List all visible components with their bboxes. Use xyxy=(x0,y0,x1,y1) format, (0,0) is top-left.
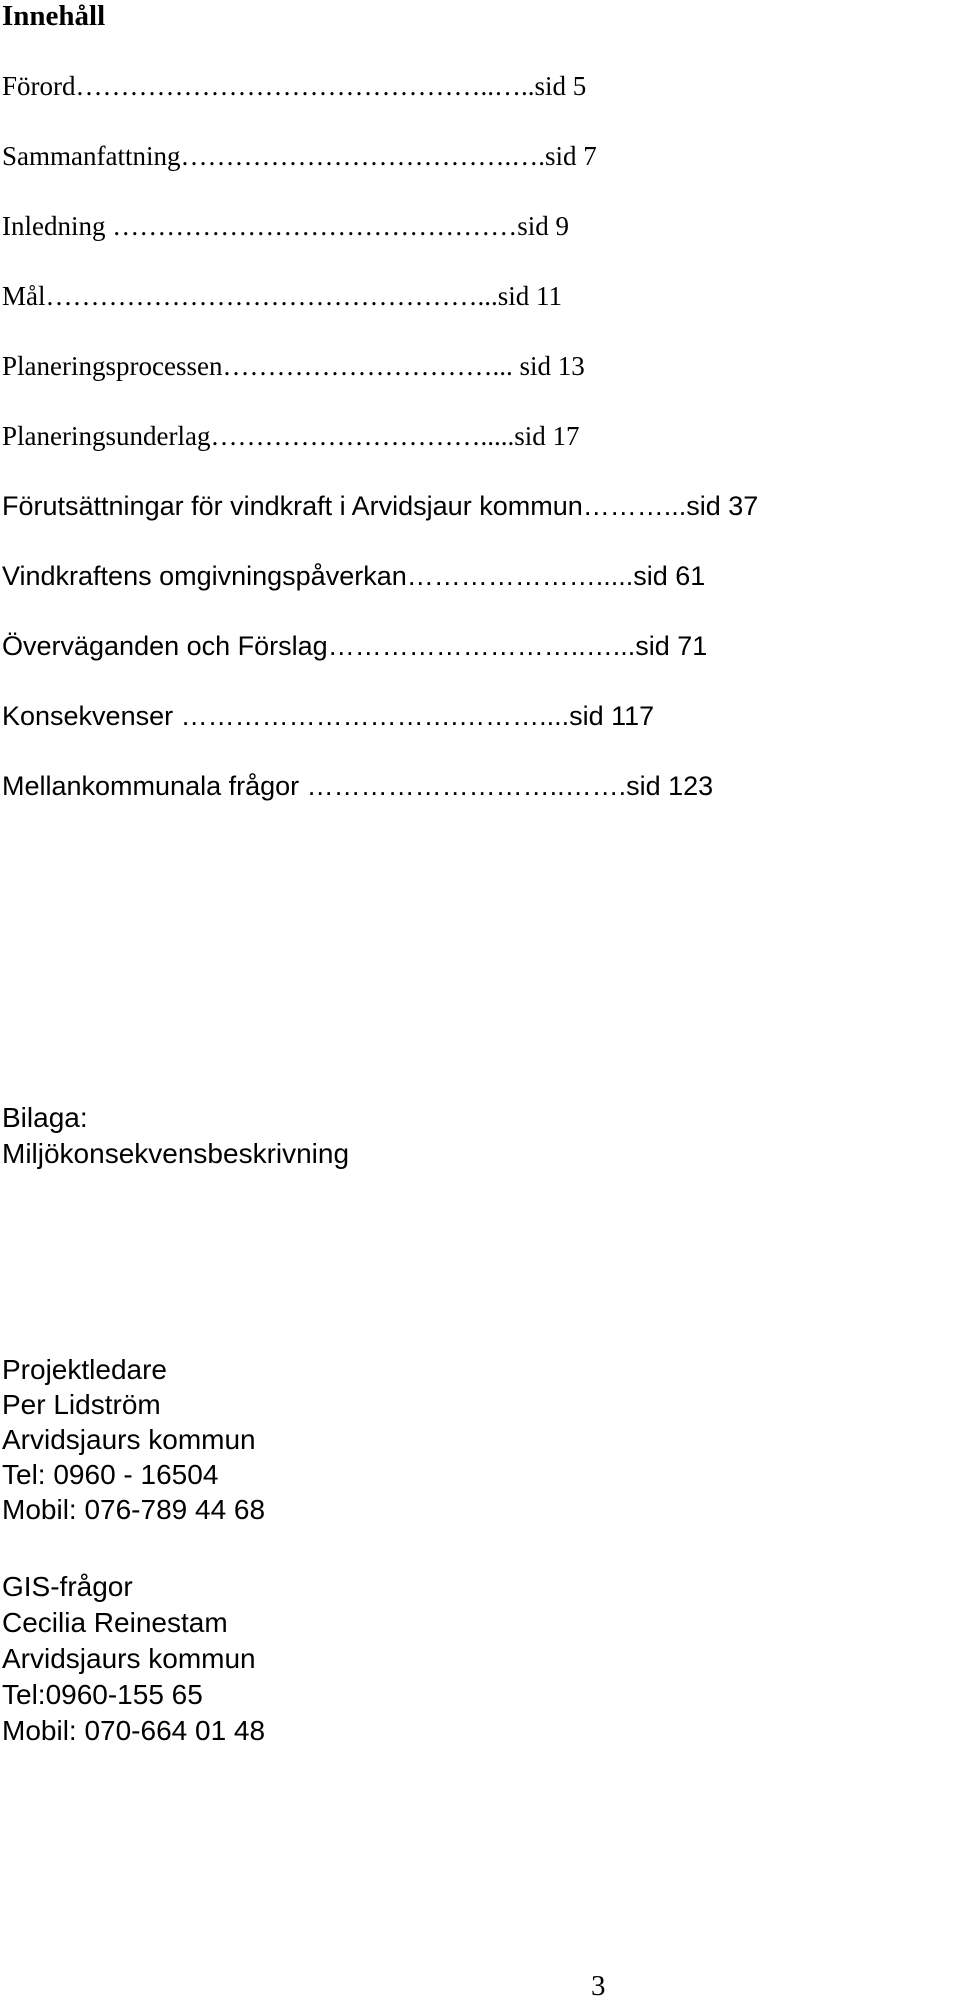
toc-entry-omgivningspaverkan: Vindkraftens omgivningspåverkan………………….....sid 61 xyxy=(2,561,706,591)
toc-heading: Innehåll xyxy=(2,0,106,32)
toc-entry-overvaganden: Överväganden och Förslag………………………..…...sid 71 xyxy=(2,631,708,661)
toc-entry-planeringsprocessen: Planeringsprocessen…………………………... sid 13 xyxy=(2,351,585,381)
contact-project-lead xyxy=(2,1352,265,1527)
appendix-title: Miljökonsekvensbeskrivning xyxy=(2,1138,350,1169)
contact-name: Cecilia Reinestam xyxy=(2,1607,228,1638)
contact-mobile: Mobil: 070-664 01 48 xyxy=(2,1715,266,1746)
contact-phone: Tel: 0960 - 16504 xyxy=(2,1459,219,1490)
appendix-note xyxy=(2,1100,349,1172)
contact-organization: Arvidsjaurs kommun xyxy=(2,1424,256,1455)
toc-entry-inledning: Inledning ………………………………………sid 9 xyxy=(2,211,569,241)
contact-gis xyxy=(2,1569,265,1749)
page-number: 3 xyxy=(591,1970,606,2002)
toc-entry-mellankommunala: Mellankommunala frågor ………………………..…….sid 123 xyxy=(2,771,714,801)
toc-entry-mal: Mål…………………………………………...sid 11 xyxy=(2,281,562,311)
contact-organization: Arvidsjaurs kommun xyxy=(2,1643,256,1674)
toc-entry-forord: Förord………………………………………..…..sid 5 xyxy=(2,71,587,101)
contact-name: Per Lidström xyxy=(2,1389,161,1420)
toc-entry-planeringsunderlag: Planeringsunderlag………………………….....sid 17 xyxy=(2,421,580,451)
contact-role: GIS-frågor xyxy=(2,1571,133,1602)
contact-role: Projektledare xyxy=(2,1354,167,1385)
appendix-label: Bilaga: xyxy=(2,1102,88,1133)
toc-entry-konsekvenser: Konsekvenser ………………………….………....sid 117 xyxy=(2,701,655,731)
contact-phone: Tel:0960-155 65 xyxy=(2,1679,203,1710)
contact-mobile: Mobil: 076-789 44 68 xyxy=(2,1494,266,1525)
toc-entry-sammanfattning: Sammanfattning……………………………….….sid 7 xyxy=(2,141,597,171)
toc-entry-forutsattningar: Förutsättningar för vindkraft i Arvidsjaur kommun………...sid 37 xyxy=(2,491,759,521)
